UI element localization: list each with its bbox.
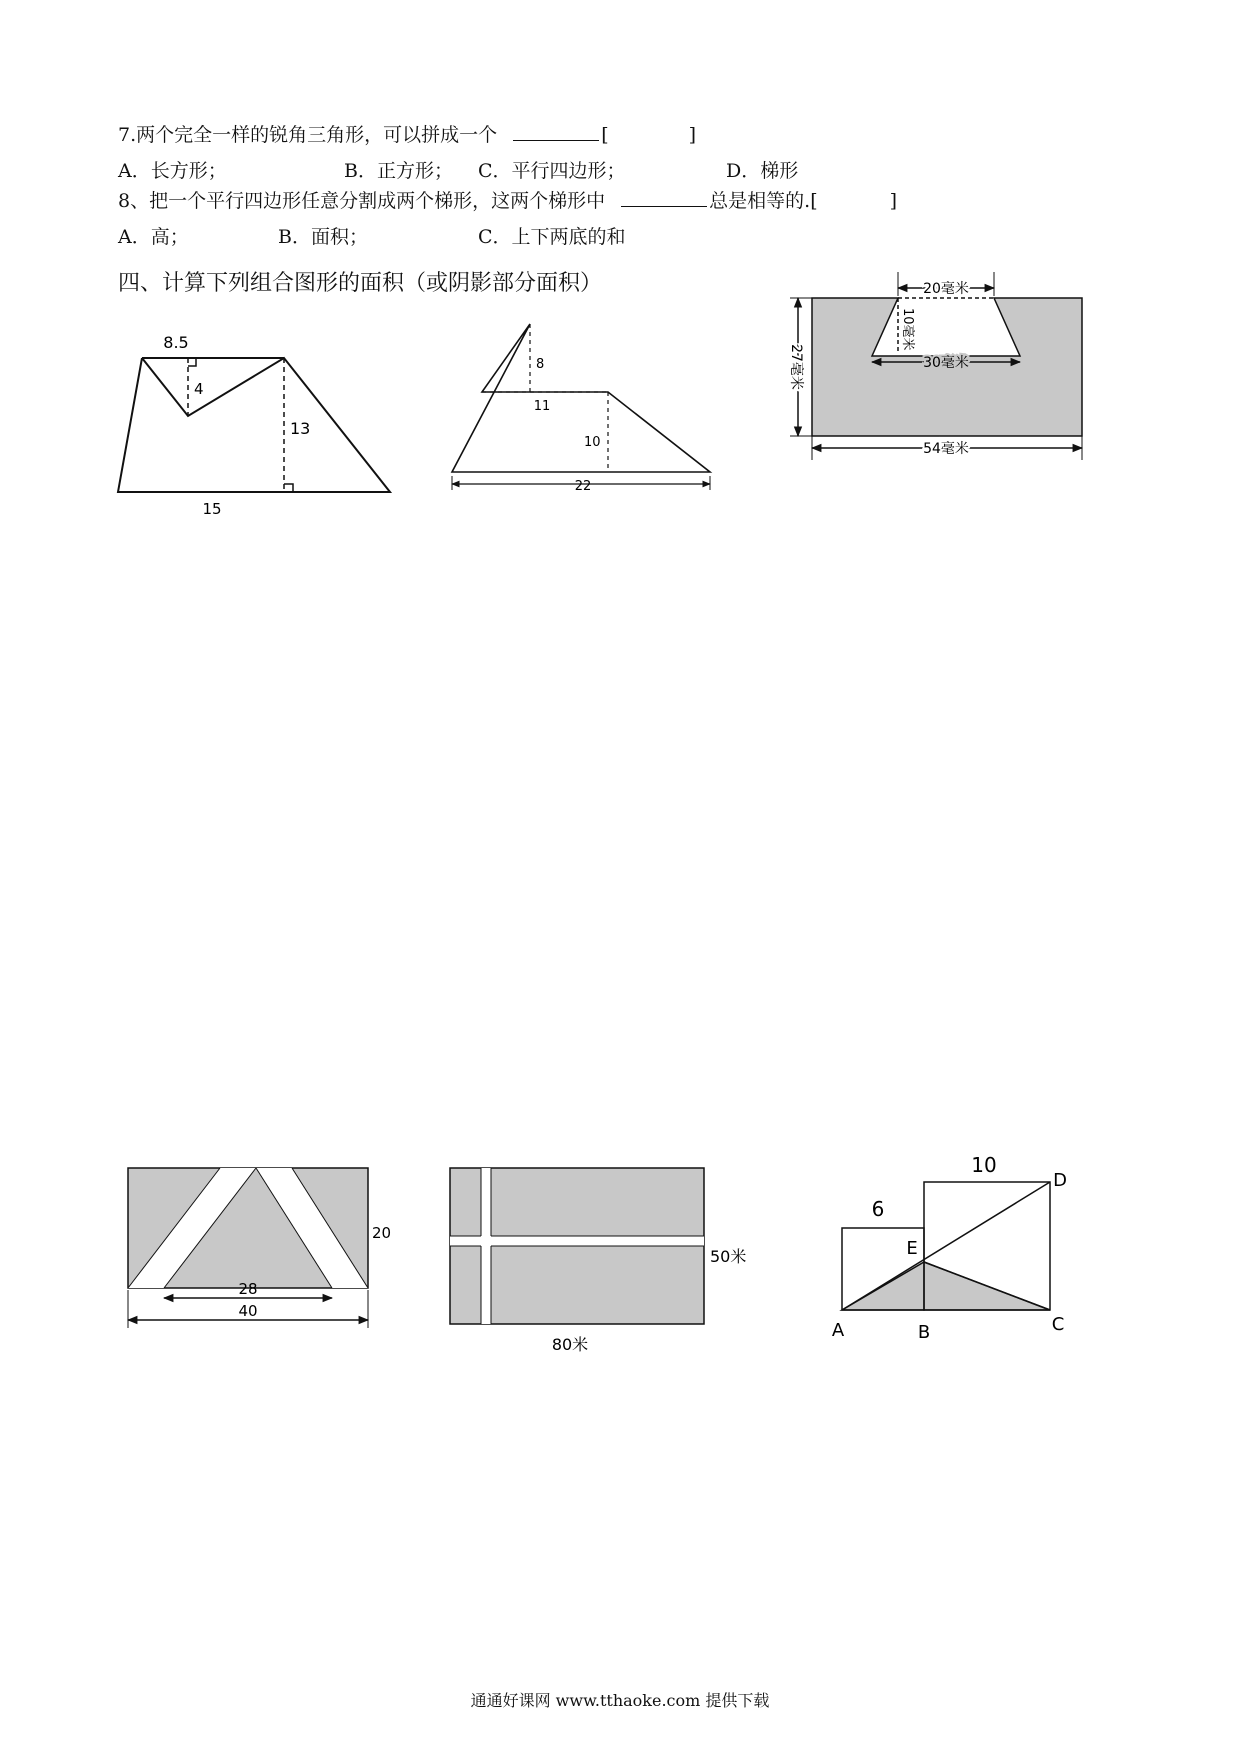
figure-6-left-label: 6 — [871, 1197, 885, 1221]
point-c-label: C — [1051, 1314, 1065, 1335]
figure-1-top-label: 8.5 — [163, 333, 189, 352]
answer-bracket-open: [ — [810, 190, 818, 212]
figure-5-horizontal-path — [450, 1236, 704, 1246]
point-a-label: A — [831, 1320, 845, 1341]
answer-bracket-close: ] — [688, 124, 697, 146]
point-e-label: E — [906, 1238, 918, 1259]
figure-4-height-label: 20 — [372, 1224, 392, 1242]
figure-1-base-label: 15 — [202, 500, 222, 518]
figure-2-base-label: 22 — [574, 479, 592, 494]
figure-2-top-h-label: 8 — [536, 357, 545, 372]
q7-option-c: C．平行四边形； — [478, 160, 626, 182]
figure-1-outline — [118, 358, 390, 492]
right-angle-mark — [188, 358, 196, 366]
figure-1-height-label: 13 — [290, 419, 311, 438]
q7-option-a: A．长方形； — [118, 160, 227, 182]
figure-3-bottom-label: 30毫米 — [923, 355, 969, 371]
page-footer: 通通好课网 www.tthaoke.com 提供下载 — [470, 1691, 770, 1710]
figure-5-width-label: 80米 — [551, 1335, 589, 1354]
figure-4-width-label: 40 — [238, 1302, 258, 1320]
figure-6-shaded-region — [842, 1262, 1050, 1310]
figure-5 — [450, 1168, 704, 1324]
figure-2-low-h-label: 10 — [584, 435, 601, 450]
figure-4-inner-label: 28 — [238, 1280, 258, 1298]
q7-option-d: D．梯形 — [726, 160, 799, 182]
figure-3-top-label: 20毫米 — [923, 281, 969, 297]
figure-3-width-label: 54毫米 — [923, 441, 969, 457]
point-b-label: B — [917, 1322, 931, 1343]
answer-bracket-close: ] — [889, 190, 898, 212]
q7-option-b: B．正方形； — [344, 160, 453, 182]
figure-3-height-label: 27毫米 — [788, 344, 804, 390]
figure-2 — [452, 324, 710, 490]
q8-option-a: A．高； — [118, 226, 189, 248]
point-d-label: D — [1053, 1170, 1067, 1191]
q8-option-b: B．面积； — [278, 226, 368, 248]
figure-2-mid-label: 11 — [533, 399, 551, 414]
figure-1-inner-label: 4 — [194, 380, 204, 398]
figure-3-inner-h-label: 10毫米 — [900, 308, 915, 351]
section-heading: 四、计算下列组合图形的面积（或阴影部分面积） — [118, 271, 603, 296]
figure-5-height-label: 50米 — [710, 1247, 747, 1266]
figure-1 — [118, 358, 390, 492]
question-8-text-after: 总是相等的. — [709, 190, 811, 212]
right-angle-mark — [284, 484, 293, 492]
question-8-text: 8、把一个平行四边形任意分割成两个梯形，这两个梯形中 — [118, 190, 606, 212]
figure-2-outline — [452, 324, 710, 472]
q8-option-c: C．上下两底的和 — [478, 226, 626, 248]
figure-6-right-label: 10 — [971, 1153, 997, 1177]
answer-bracket-open: [ — [601, 124, 609, 146]
question-7-text: 7.两个完全一样的锐角三角形，可以拼成一个 — [118, 124, 498, 146]
